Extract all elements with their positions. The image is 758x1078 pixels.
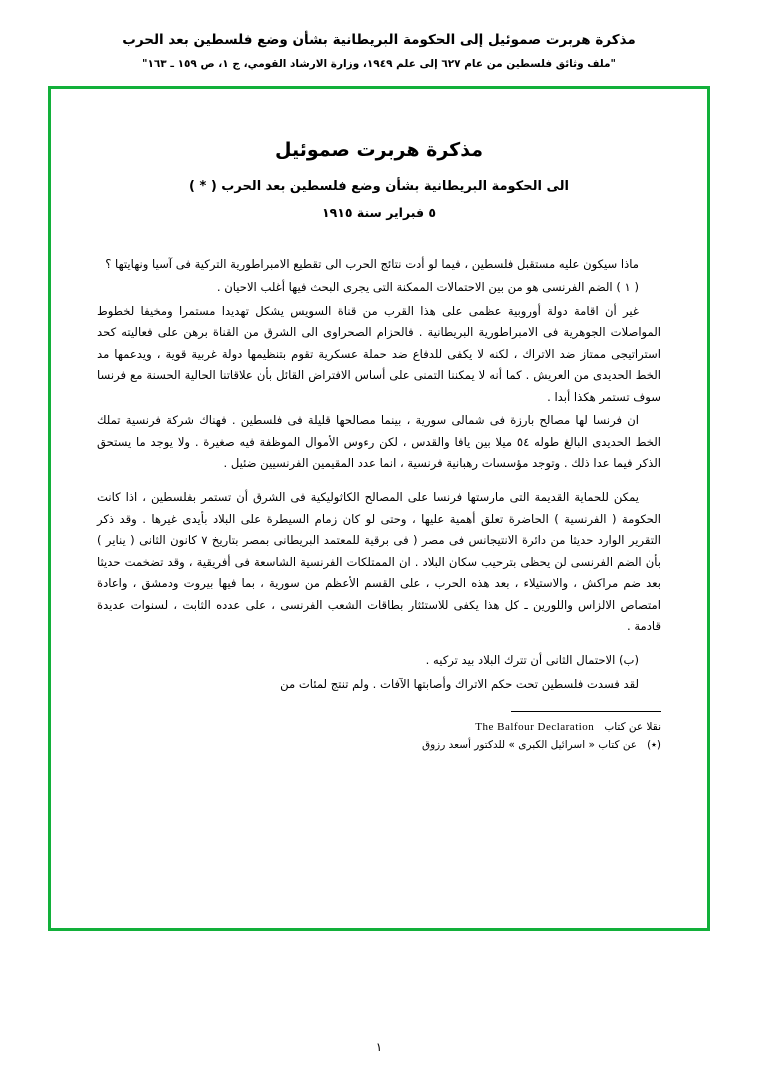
paragraph: ان فرنسا لها مصالح بارزة فى شمالى سورية ، بينما مصالحها قليلة فى فلسطين . فهناك شركة فرنسية تملك الخط الحديدى البالغ طوله ٥٤ ميلا بين يافا والقدس ، لكن رءوس الأموال الموظفة فيه صغيرة . ولا يوجد ما يستحق الذكر فيما عدا ذلك . وتوجد مؤسسات رهبانية فرنسية ، انما عدد المقيمين الفرنسيين ضئيل . (97, 413, 661, 470)
paragraph: غير أن اقامة دولة أوروبية عظمى على هذا القرب من قناة السويس يشكل تهديدا مستمرا ومخيفا لخطوط المواصلات الجوهرية فى الامبراطورية البريطانية . فالحزام الصحراوى الى الشرق من القناة برهن على فعاليته كحد استراتيجى ممتاز ضد الاتراك ، لكنه لا يكفى للدفاع ضد حملة عسكرية تقوم بتنظيمها دولة غربية قوية ، ويدعمها مد الخط الحديدى من العريش . كما أنه لا يمكننا التمنى على أساس الافتراض القائل بأن علاقاتنا الحالية الحسنة مع فرنسا سوف تستمر هكذا أبدا . (97, 303, 661, 404)
document-header (40, 30, 718, 73)
page-title: مذكرة هربرت صموئيل (275, 139, 483, 161)
footnote-row (97, 718, 661, 737)
footnote-marker: (٭) (647, 739, 661, 752)
body-text (97, 254, 661, 695)
document-date: ٥ فبراير سنة ١٩١٥ (321, 205, 437, 220)
header-source-citation: "ملف وثائق فلسطين من عام ٦٢٧ إلى علم ١٩٤٩، وزارة الارشاد القومي، ج ١، ص ١٥٩ ـ ١٦٣" (141, 58, 617, 71)
title-block (97, 139, 661, 220)
footnote-source-label: نقلا عن كتاب (604, 721, 661, 734)
footnote-reference: عن كتاب « اسرائيل الكبرى » للدكتور أسعد رزوق (421, 739, 638, 752)
footnote-divider (511, 711, 661, 712)
footnote-row (97, 737, 661, 755)
paragraph: يمكن للحماية القديمة التى مارستها فرنسا على المصالح الكاثوليكية فى الشرق أن تستمر بفلسطين ، اذا كانت الحكومة ( الفرنسية ) الحاضرة تعلق أهمية عليها ، وحتى لو كان زمام السيطرة على البلاد بأيدى غيرها . وقد ذكر التقرير الوارد حديثا من دائرة الانتيجانس فى مصر ( فى برقية للمعتمد البريطانى بمصر بتاريخ ٧ كانون الثانى ( يناير ) بأن الضم الفرنسى لن يحظى بترحيب سكان البلاد . ان الممتلكات الفرنسية الشاسعة فى أفريقية ، وقد تضخمت حديثا بعد ضم مراكش ، والاستيلاء ، بعد هذه الحرب ، على القسم الأعظم من سورية ، بما فيها بيروت ودمشق ، واعادة امتصاص الالزاس واللورين ـ كل هذا يكفى للاستئثار بطاقات الشعب الفرنسى ، على عدده الثابت ، لسنوات عديدة قادمة . (97, 490, 661, 633)
footnotes (97, 718, 661, 755)
header-title: مذكرة هربرت صموئيل إلى الحكومة البريطانية بشأن وضع فلسطين بعد الحرب (122, 32, 636, 48)
paragraph: ( ١ ) الضم الفرنسى هو من بين الاحتمالات الممكنة التى يجرى البحث فيها أغلب الاحيان . (216, 280, 639, 295)
page-number: ١ (375, 1040, 383, 1054)
paragraph: لقد فسدت فلسطين تحت حكم الاتراك وأصابتها الآفات . ولم تنتج لمئات من (280, 676, 639, 691)
page-subtitle: الى الحكومة البريطانية بشأن وضع فلسطين بعد الحرب ( * ) (189, 179, 569, 194)
bordered-content-frame (48, 86, 710, 931)
paragraph: (ب) الاحتمال الثانى أن تترك البلاد بيد تركيه . (425, 653, 639, 668)
footnote-latin-title: The Balfour Declaration (475, 721, 595, 734)
paragraph: ماذا سيكون عليه مستقبل فلسطين ، فيما لو أدت نتائج الحرب الى تقطيع الامبراطورية التركية فى آسيا ونهايتها ؟ (105, 257, 639, 271)
